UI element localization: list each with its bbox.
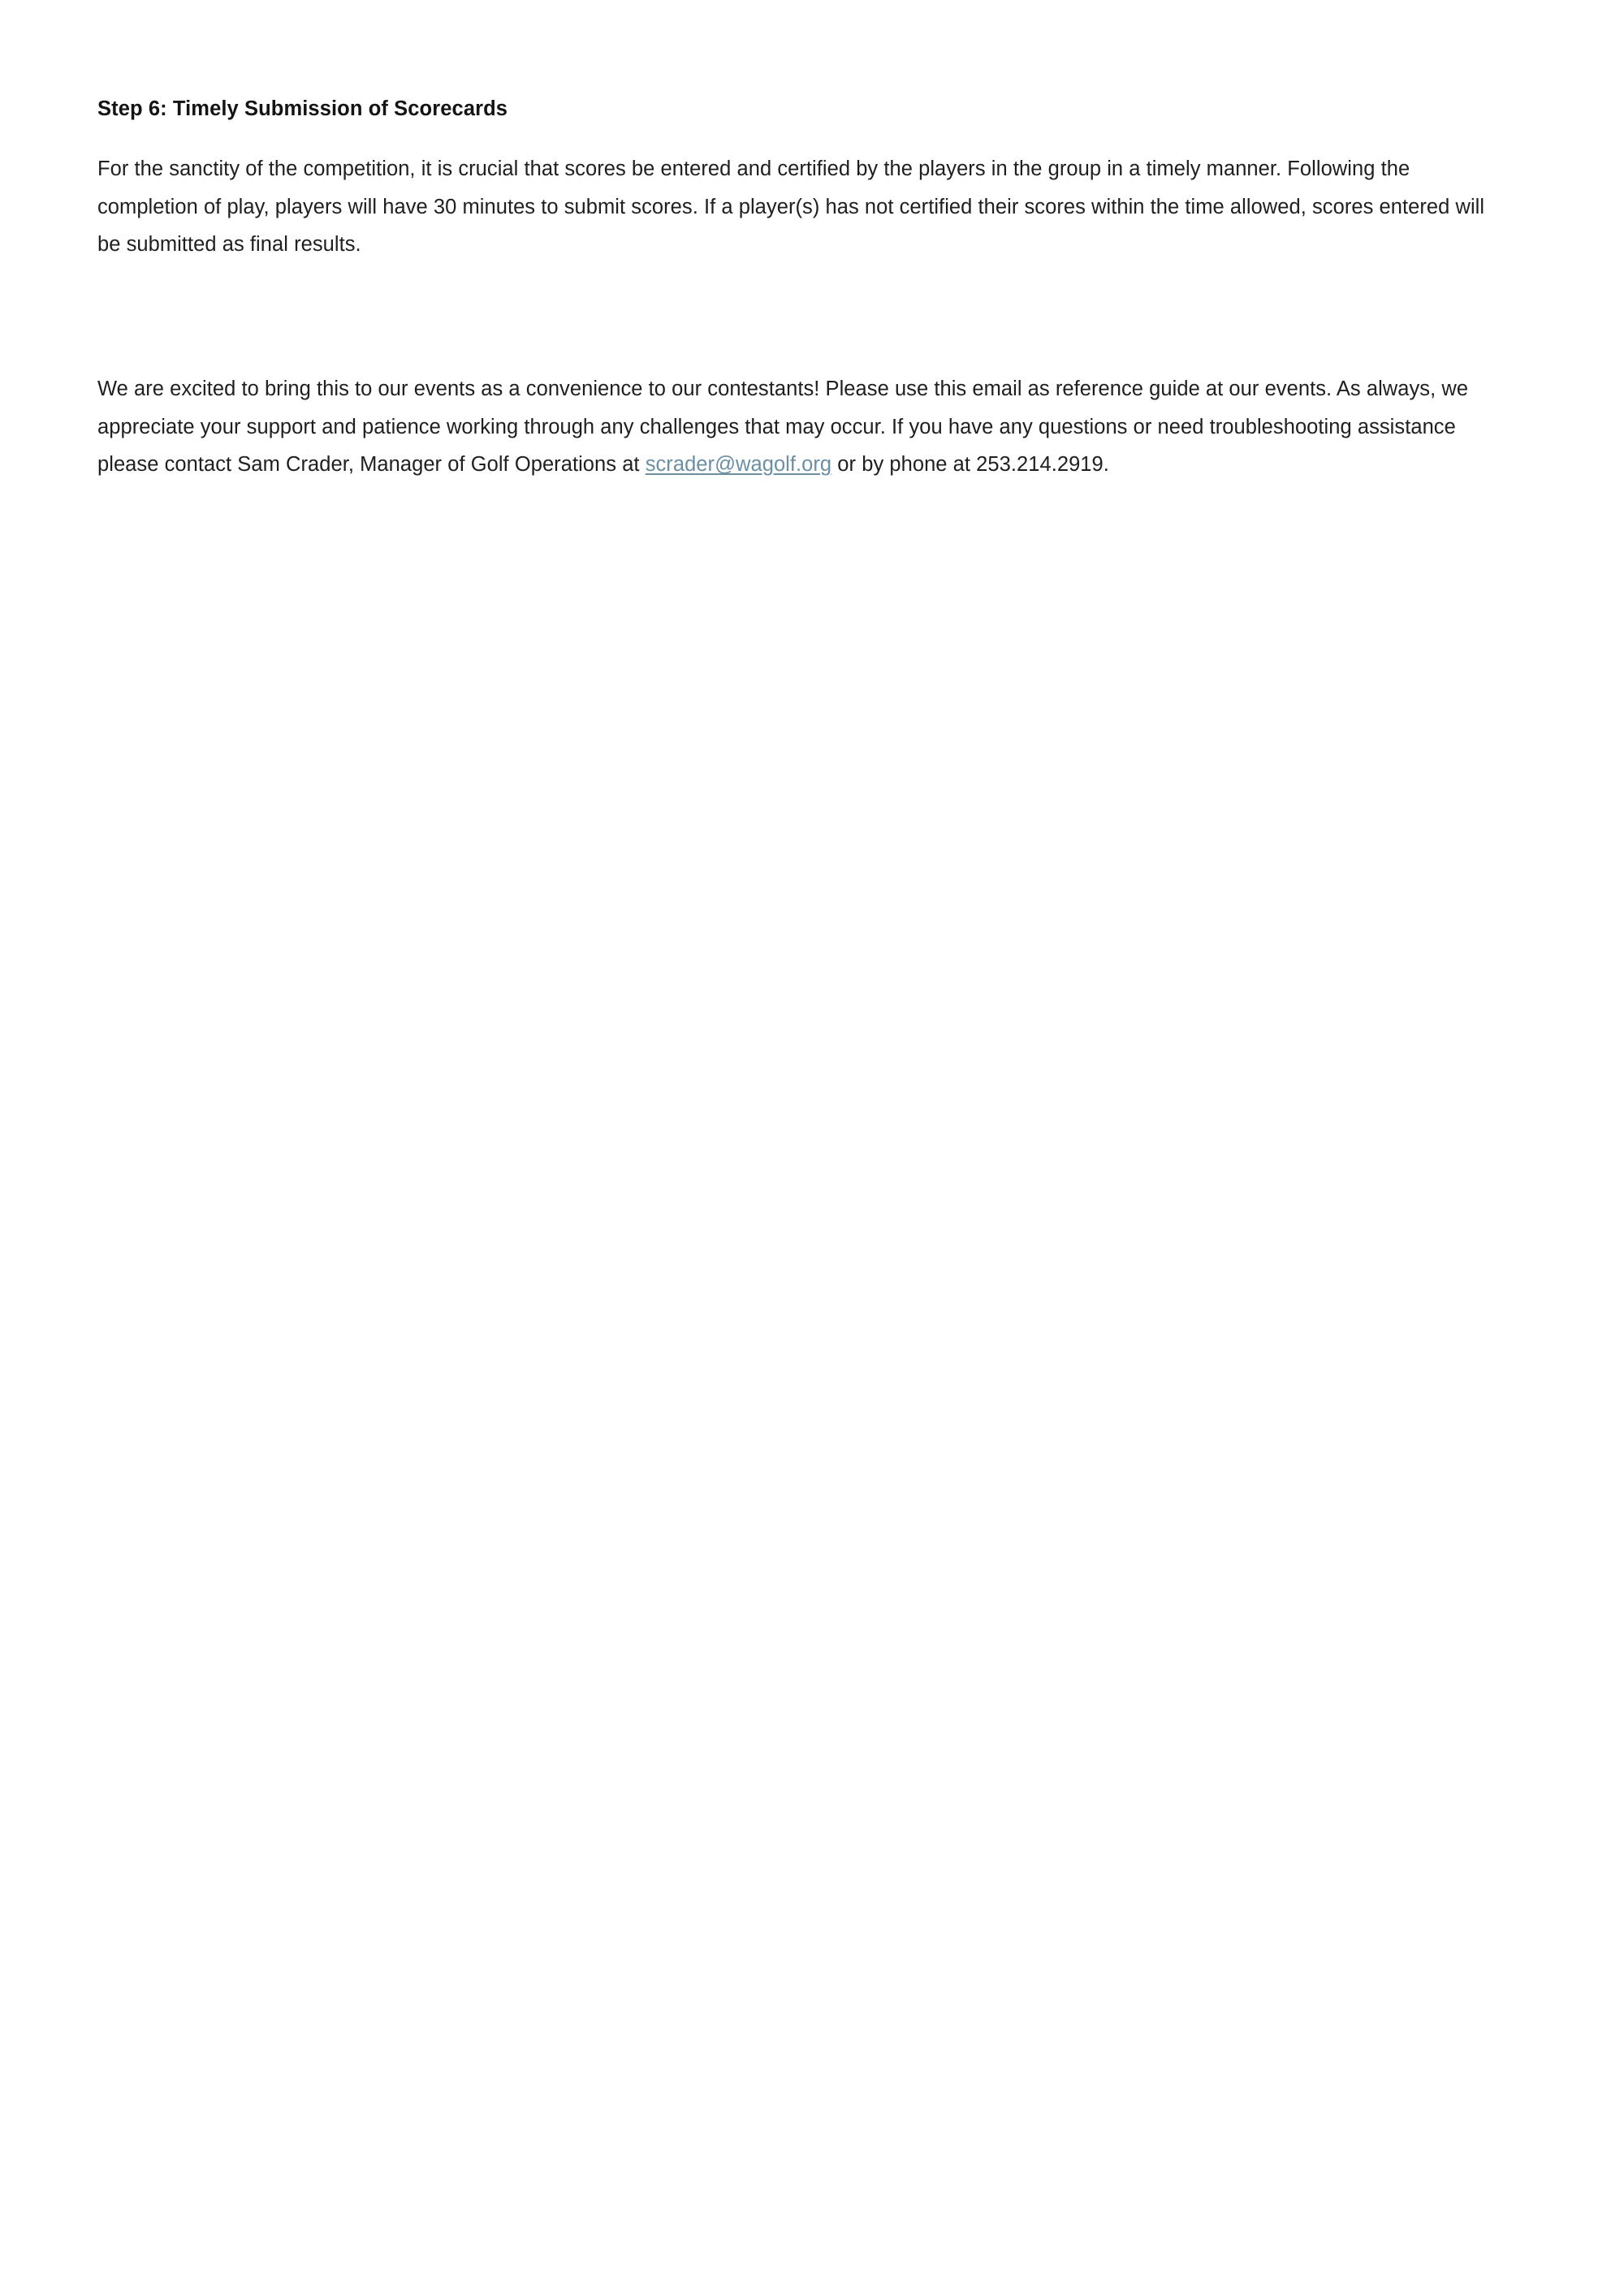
closing-text-after-link: or by phone at 253.214.2919. bbox=[831, 453, 1109, 477]
document-body bbox=[97, 96, 1510, 484]
paragraph-timely-submission: For the sanctity of the competition, it is crucial that scores be entered and certified by the players in the group in a timely manner. Following the completion of play, players will have 30 minutes to submit scores. If a player(s) has not certified their scores within the time allowed, scores entered will be submitted as final results. bbox=[97, 158, 1485, 256]
paragraph-spacer bbox=[97, 263, 1510, 370]
closing-text-before-link: We are excited to bring this to our events as a convenience to our contestants! Please use this email as reference guide at our events. As always, we appreciate your support and patience working through any challenges that may occur. If you have any questions or need troubleshooting assistance please contact Sam Crader, Manager of Golf Operations at bbox=[97, 378, 1469, 477]
email-link[interactable]: scrader@wagolf.org bbox=[645, 453, 832, 477]
section-heading: Step 6: Timely Submission of Scorecards bbox=[97, 97, 508, 120]
paragraph-closing bbox=[97, 370, 1509, 483]
